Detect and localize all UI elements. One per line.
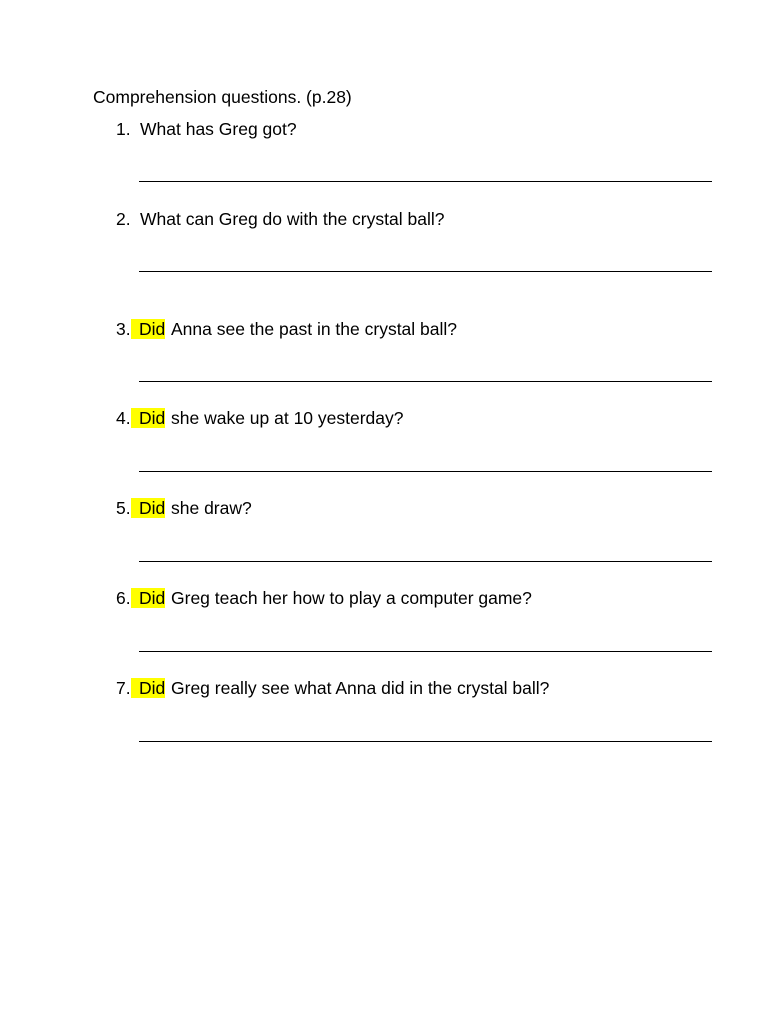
highlighted-word: Did <box>131 588 165 608</box>
question-7 <box>0 678 768 698</box>
question-3 <box>0 319 768 339</box>
worksheet-heading: Comprehension questions. (p.28) <box>93 87 352 107</box>
answer-line-7 <box>139 741 712 742</box>
question-number: 7. <box>116 678 131 698</box>
question-number: 5. <box>116 498 131 518</box>
answer-line-5 <box>139 561 712 562</box>
answer-line-3 <box>139 381 712 382</box>
question-text: Greg teach her how to play a computer game? <box>171 588 532 608</box>
highlighted-word: Did <box>131 408 165 428</box>
answer-line-4 <box>139 471 712 472</box>
answer-line-2 <box>139 271 712 272</box>
question-text: she draw? <box>171 498 252 518</box>
answer-line-1 <box>139 181 712 182</box>
highlighted-word: Did <box>131 678 165 698</box>
question-5 <box>0 498 768 518</box>
question-text: Greg really see what Anna did in the crystal ball? <box>171 678 550 698</box>
question-text: she wake up at 10 yesterday? <box>171 408 404 428</box>
question-number: 6. <box>116 588 131 608</box>
highlighted-word: Did <box>131 319 165 339</box>
question-text: Anna see the past in the crystal ball? <box>171 319 458 339</box>
question-number: 2. <box>116 209 131 229</box>
question-text: What has Greg got? <box>140 119 297 139</box>
highlighted-word: Did <box>131 498 165 518</box>
question-1 <box>0 119 768 139</box>
question-number: 1. <box>116 119 131 139</box>
answer-line-6 <box>139 651 712 652</box>
question-2 <box>0 209 768 229</box>
question-6 <box>0 588 768 608</box>
question-text: What can Greg do with the crystal ball? <box>140 209 445 229</box>
question-4 <box>0 408 768 428</box>
question-number: 3. <box>116 319 131 339</box>
question-number: 4. <box>116 408 131 428</box>
